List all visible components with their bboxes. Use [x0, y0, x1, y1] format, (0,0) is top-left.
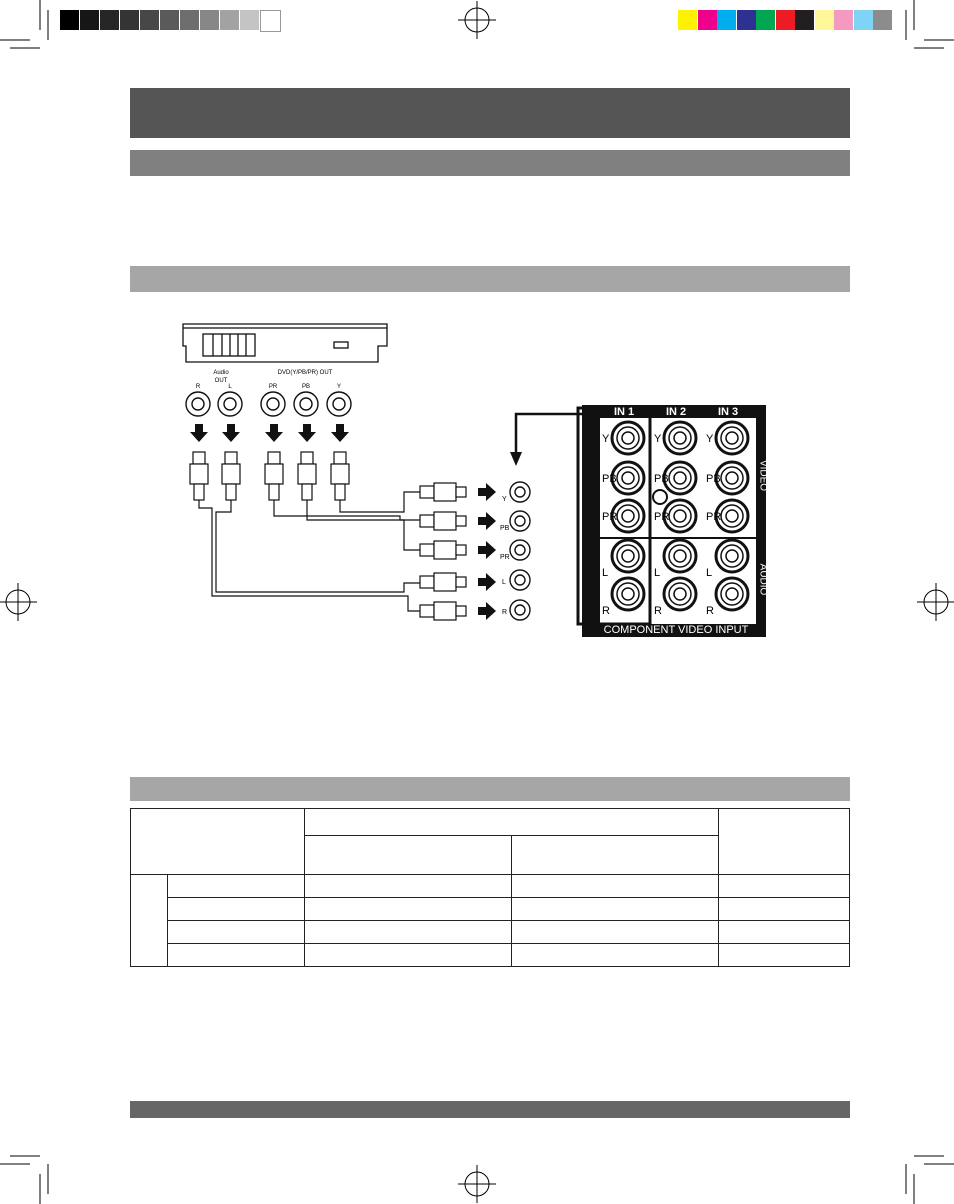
tv-input-jack: [721, 505, 743, 527]
table-cell: [512, 944, 719, 967]
svg-text:DVD(Y/PB/PR) OUT: DVD(Y/PB/PR) OUT: [277, 370, 333, 376]
table-header-cell: [719, 809, 850, 875]
tv-rear-panel: [578, 405, 766, 637]
table-cell: [719, 944, 850, 967]
tv-row-label: PR: [706, 511, 722, 523]
tv-in1-label: IN 1: [614, 406, 635, 418]
tv-footer-label: COMPONENT VIDEO INPUT: [603, 624, 749, 636]
table-cell: [719, 921, 850, 944]
svg-text:R: R: [502, 609, 508, 616]
tv-row-label: L: [654, 567, 661, 579]
svg-text:PB: PB: [500, 525, 510, 532]
tv-input-jack: [617, 505, 639, 527]
table-cell: [512, 921, 719, 944]
table-row: [131, 944, 850, 967]
table-row: [131, 875, 850, 898]
tv-input-jack: [669, 427, 691, 449]
dvd-output-jacks: [186, 392, 351, 416]
tv-input-jack: [617, 467, 639, 489]
table-cell: [512, 875, 719, 898]
table-cell: [512, 898, 719, 921]
tv-row-label: PR: [602, 511, 618, 523]
audio-out-label-svg: Audio: [213, 370, 229, 376]
tv-row-label: PB: [706, 473, 721, 485]
table-cell: [305, 898, 512, 921]
down-arrows: [190, 424, 349, 442]
svg-text:Y: Y: [502, 496, 507, 503]
tv-input-jack: [617, 427, 639, 449]
tv-input-jack: [669, 505, 691, 527]
tv-in2-label: IN 2: [666, 406, 687, 418]
tv-in3-label: IN 3: [718, 406, 739, 418]
tv-side-plugs: [420, 483, 466, 620]
table-row: [131, 921, 850, 944]
tv-row-label: PR: [654, 511, 670, 523]
table-cell: [168, 875, 305, 898]
tv-row-label: L: [602, 567, 609, 579]
tv-input-jack: [721, 467, 743, 489]
tv-row-label: PB: [654, 473, 669, 485]
table-cell: [168, 898, 305, 921]
table-cell: [168, 944, 305, 967]
dvd-side-plugs: [190, 452, 349, 500]
tv-row-label: Y: [602, 433, 610, 445]
tv-row-label: Y: [654, 433, 662, 445]
table-row: [131, 898, 850, 921]
svg-text:L: L: [228, 384, 232, 390]
tv-input-jack: [721, 427, 743, 449]
target-jacks: [510, 482, 530, 620]
ground-screw: [653, 490, 667, 504]
svg-text:L: L: [502, 579, 506, 586]
table-cell: [131, 875, 168, 967]
tv-row-label: R: [654, 605, 662, 617]
table-cell: [305, 875, 512, 898]
tv-audio-side-label: AUDIO: [757, 563, 769, 596]
tv-row-label: L: [706, 567, 713, 579]
right-arrows: [478, 483, 496, 620]
table-header-cell: [512, 836, 719, 875]
svg-text:Y: Y: [336, 384, 342, 390]
table-cell: [305, 944, 512, 967]
svg-text:PR: PR: [500, 554, 510, 561]
tv-input-jack: [669, 467, 691, 489]
spec-table: [130, 808, 850, 967]
table-header-cell: [131, 809, 305, 875]
table-header-cell: [305, 809, 719, 836]
svg-text:PR: PR: [268, 384, 278, 390]
tv-row-label: PB: [602, 473, 617, 485]
svg-text:OUT: OUT: [214, 378, 228, 384]
tv-input-jack: [721, 545, 743, 567]
tv-video-side-label: VIDEO: [757, 459, 769, 492]
tv-input-jack: [669, 583, 691, 605]
dvd-player: [183, 324, 387, 362]
tv-row-label: R: [602, 605, 610, 617]
svg-text:PB: PB: [301, 384, 311, 390]
table-cell: [719, 875, 850, 898]
cables: [199, 492, 420, 611]
tv-input-jack: [721, 583, 743, 605]
tv-input-jack: [617, 545, 639, 567]
tv-row-label: Y: [706, 433, 714, 445]
tv-input-jack: [669, 545, 691, 567]
svg-text:R: R: [195, 384, 201, 390]
table-cell: [305, 921, 512, 944]
tv-input-jack: [617, 583, 639, 605]
table-cell: [719, 898, 850, 921]
table-header-cell: [305, 836, 512, 875]
table-cell: [168, 921, 305, 944]
tv-row-label: R: [706, 605, 714, 617]
